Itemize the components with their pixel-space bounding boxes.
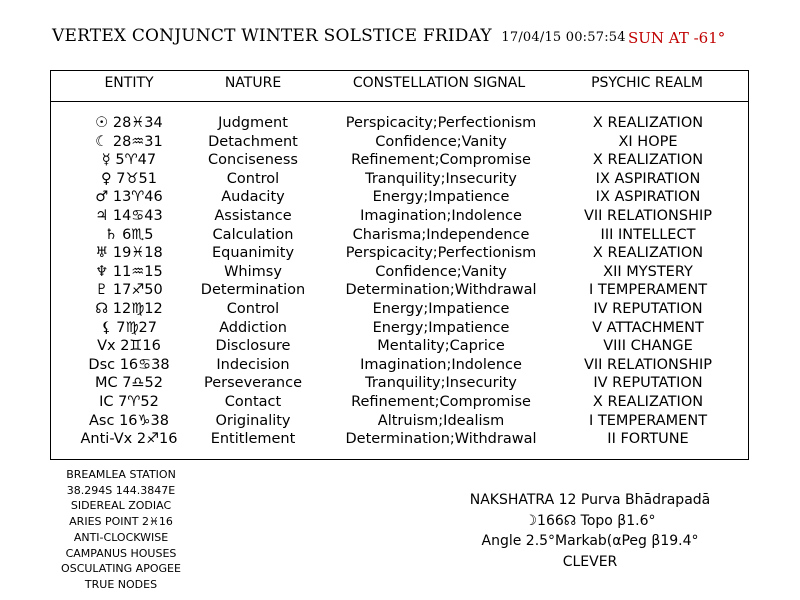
table-row xyxy=(51,337,748,356)
cell-nature: Whimsy xyxy=(224,263,282,280)
station-line: BREAMLEA STATION xyxy=(66,468,176,481)
table-row xyxy=(51,188,748,207)
cell-entity: ♂ 13♈46 xyxy=(95,189,163,206)
header-signal: CONSTELLATION SIGNAL xyxy=(352,75,526,91)
cell-entity: ♆ 11♒15 xyxy=(95,263,163,280)
cell-signal: Energy;Impatience xyxy=(372,189,510,206)
cell-nature: Detachment xyxy=(208,133,298,150)
header-nature: NATURE xyxy=(224,75,282,91)
cell-signal: Charisma;Independence xyxy=(352,226,530,243)
table-row xyxy=(51,226,748,245)
cell-realm: VII RELATIONSHIP xyxy=(583,207,713,224)
cell-entity: ♃ 14♋43 xyxy=(95,207,163,224)
cell-nature: Entitlement xyxy=(210,431,296,448)
table-row xyxy=(51,244,748,263)
cell-nature: Assistance xyxy=(214,207,292,224)
cell-nature: Equanimity xyxy=(211,245,295,262)
cell-signal: Energy;Impatience xyxy=(372,319,510,336)
cell-entity: ♇ 17♐50 xyxy=(95,282,163,299)
chart-title xyxy=(52,26,626,46)
cell-nature: Conciseness xyxy=(208,152,298,169)
cell-signal: Tranquility;Insecurity xyxy=(365,170,517,187)
table-row xyxy=(51,263,748,282)
station-info xyxy=(48,467,194,593)
cell-signal: Imagination;Indolence xyxy=(360,356,522,373)
cell-realm: IX ASPIRATION xyxy=(595,170,701,187)
cell-entity: ☉ 28♓34 xyxy=(95,115,163,131)
table-row xyxy=(51,319,748,338)
cell-entity: ⚸ 7♍27 xyxy=(101,319,157,336)
cell-entity: Dsc 16♋38 xyxy=(88,356,170,373)
cell-signal: Perspicacity;Perfectionism xyxy=(345,245,537,262)
cell-realm: X REALIZATION xyxy=(592,115,704,131)
header-realm: PSYCHIC REALM xyxy=(591,75,703,91)
table-row xyxy=(51,207,748,226)
cell-signal: Tranquility;Insecurity xyxy=(365,375,517,392)
cell-entity: MC 7♎52 xyxy=(95,375,163,392)
cell-signal: Imagination;Indolence xyxy=(360,207,522,224)
nakshatra-line: NAKSHATRA 12 Purva Bhādrapadā xyxy=(469,492,711,508)
cell-signal: Perspicacity;Perfectionism xyxy=(345,115,537,131)
table-row xyxy=(51,393,748,412)
station-line: OSCULATING APOGEE xyxy=(61,562,181,576)
station-line: ARIES POINT 2♓16 xyxy=(69,515,173,529)
cell-nature: Perseverance xyxy=(203,375,303,392)
nakshatra-line: CLEVER xyxy=(562,553,618,570)
sun-position: SUN AT -61° xyxy=(628,29,726,47)
cell-realm: XII MYSTERY xyxy=(603,263,693,280)
entity-table xyxy=(50,70,749,460)
table-header xyxy=(51,71,748,102)
table-row xyxy=(51,170,748,189)
cell-realm: I TEMPERAMENT xyxy=(588,282,708,299)
cell-signal: Confidence;Vanity xyxy=(375,133,507,150)
cell-signal: Refinement;Compromise xyxy=(351,393,531,410)
table-row xyxy=(51,151,748,170)
cell-nature: Control xyxy=(226,170,280,187)
cell-entity: Asc 16♑38 xyxy=(89,412,169,429)
table-row xyxy=(51,356,748,375)
nakshatra-line: Angle 2.5°Markab(αPeg β19.4° xyxy=(481,533,699,549)
table-row xyxy=(51,412,748,431)
table-row xyxy=(51,374,748,393)
nakshatra-info xyxy=(440,490,740,572)
nakshatra-line: ☽166☊ Topo β1.6° xyxy=(524,512,656,529)
cell-realm: III INTELLECT xyxy=(600,226,696,243)
cell-nature: Indecision xyxy=(216,356,290,373)
cell-realm: I TEMPERAMENT xyxy=(588,412,708,429)
station-line: ANTI-CLOCKWISE xyxy=(73,530,169,544)
cell-realm: IV REPUTATION xyxy=(593,300,703,317)
table-row xyxy=(51,281,748,300)
table-body xyxy=(51,114,748,449)
table-row xyxy=(51,430,748,449)
cell-realm: X REALIZATION xyxy=(592,245,704,262)
cell-realm: VII RELATIONSHIP xyxy=(583,356,713,373)
cell-realm: V ATTACHMENT xyxy=(592,319,704,336)
cell-nature: Determination xyxy=(200,282,306,299)
title-timestamp: 17/04/15 00:57:54 xyxy=(501,30,626,45)
station-line: SIDEREAL ZODIAC xyxy=(70,499,172,513)
cell-nature: Calculation xyxy=(212,226,294,243)
cell-realm: X REALIZATION xyxy=(592,393,704,410)
cell-signal: Energy;Impatience xyxy=(372,300,510,317)
cell-signal: Mentality;Caprice xyxy=(377,338,505,355)
cell-signal: Confidence;Vanity xyxy=(375,263,507,280)
cell-entity: ☊ 12♍12 xyxy=(95,300,163,317)
cell-nature: Addiction xyxy=(219,319,287,336)
cell-realm: II FORTUNE xyxy=(607,431,689,448)
cell-realm: XI HOPE xyxy=(618,133,678,150)
cell-nature: Originality xyxy=(215,412,291,429)
cell-entity: Anti-Vx 2♐16 xyxy=(80,431,178,448)
title-main: VERTEX CONJUNCT WINTER SOLSTICE FRIDAY xyxy=(52,26,492,46)
cell-entity: ♄ 6♏5 xyxy=(104,226,154,243)
station-line: CAMPANUS HOUSES xyxy=(65,546,177,560)
cell-nature: Audacity xyxy=(221,189,285,206)
station-line: TRUE NODES xyxy=(84,577,158,591)
table-row xyxy=(51,114,748,133)
cell-nature: Judgment xyxy=(218,115,288,131)
cell-signal: Determination;Withdrawal xyxy=(345,282,537,299)
cell-entity: Vx 2♊16 xyxy=(97,338,161,355)
cell-entity: IC 7♈52 xyxy=(99,393,159,410)
cell-entity: ♅ 19♓18 xyxy=(95,245,163,262)
cell-nature: Control xyxy=(226,300,280,317)
cell-realm: IV REPUTATION xyxy=(593,375,703,392)
cell-realm: VIII CHANGE xyxy=(603,338,693,355)
cell-entity: ♀ 7♉51 xyxy=(101,170,157,187)
cell-nature: Disclosure xyxy=(215,338,291,355)
cell-nature: Contact xyxy=(224,393,282,410)
cell-realm: X REALIZATION xyxy=(592,152,704,169)
cell-entity: ☿ 5♈47 xyxy=(101,152,157,169)
header-entity: ENTITY xyxy=(104,75,154,91)
cell-signal: Determination;Withdrawal xyxy=(345,431,537,448)
cell-signal: Altruism;Idealism xyxy=(377,412,505,429)
cell-realm: IX ASPIRATION xyxy=(595,189,701,206)
table-row xyxy=(51,133,748,152)
station-line: 38.294S 144.3847E xyxy=(66,483,176,497)
table-row xyxy=(51,300,748,319)
cell-entity: ☾ 28♒31 xyxy=(95,133,163,150)
cell-signal: Refinement;Compromise xyxy=(351,152,531,169)
